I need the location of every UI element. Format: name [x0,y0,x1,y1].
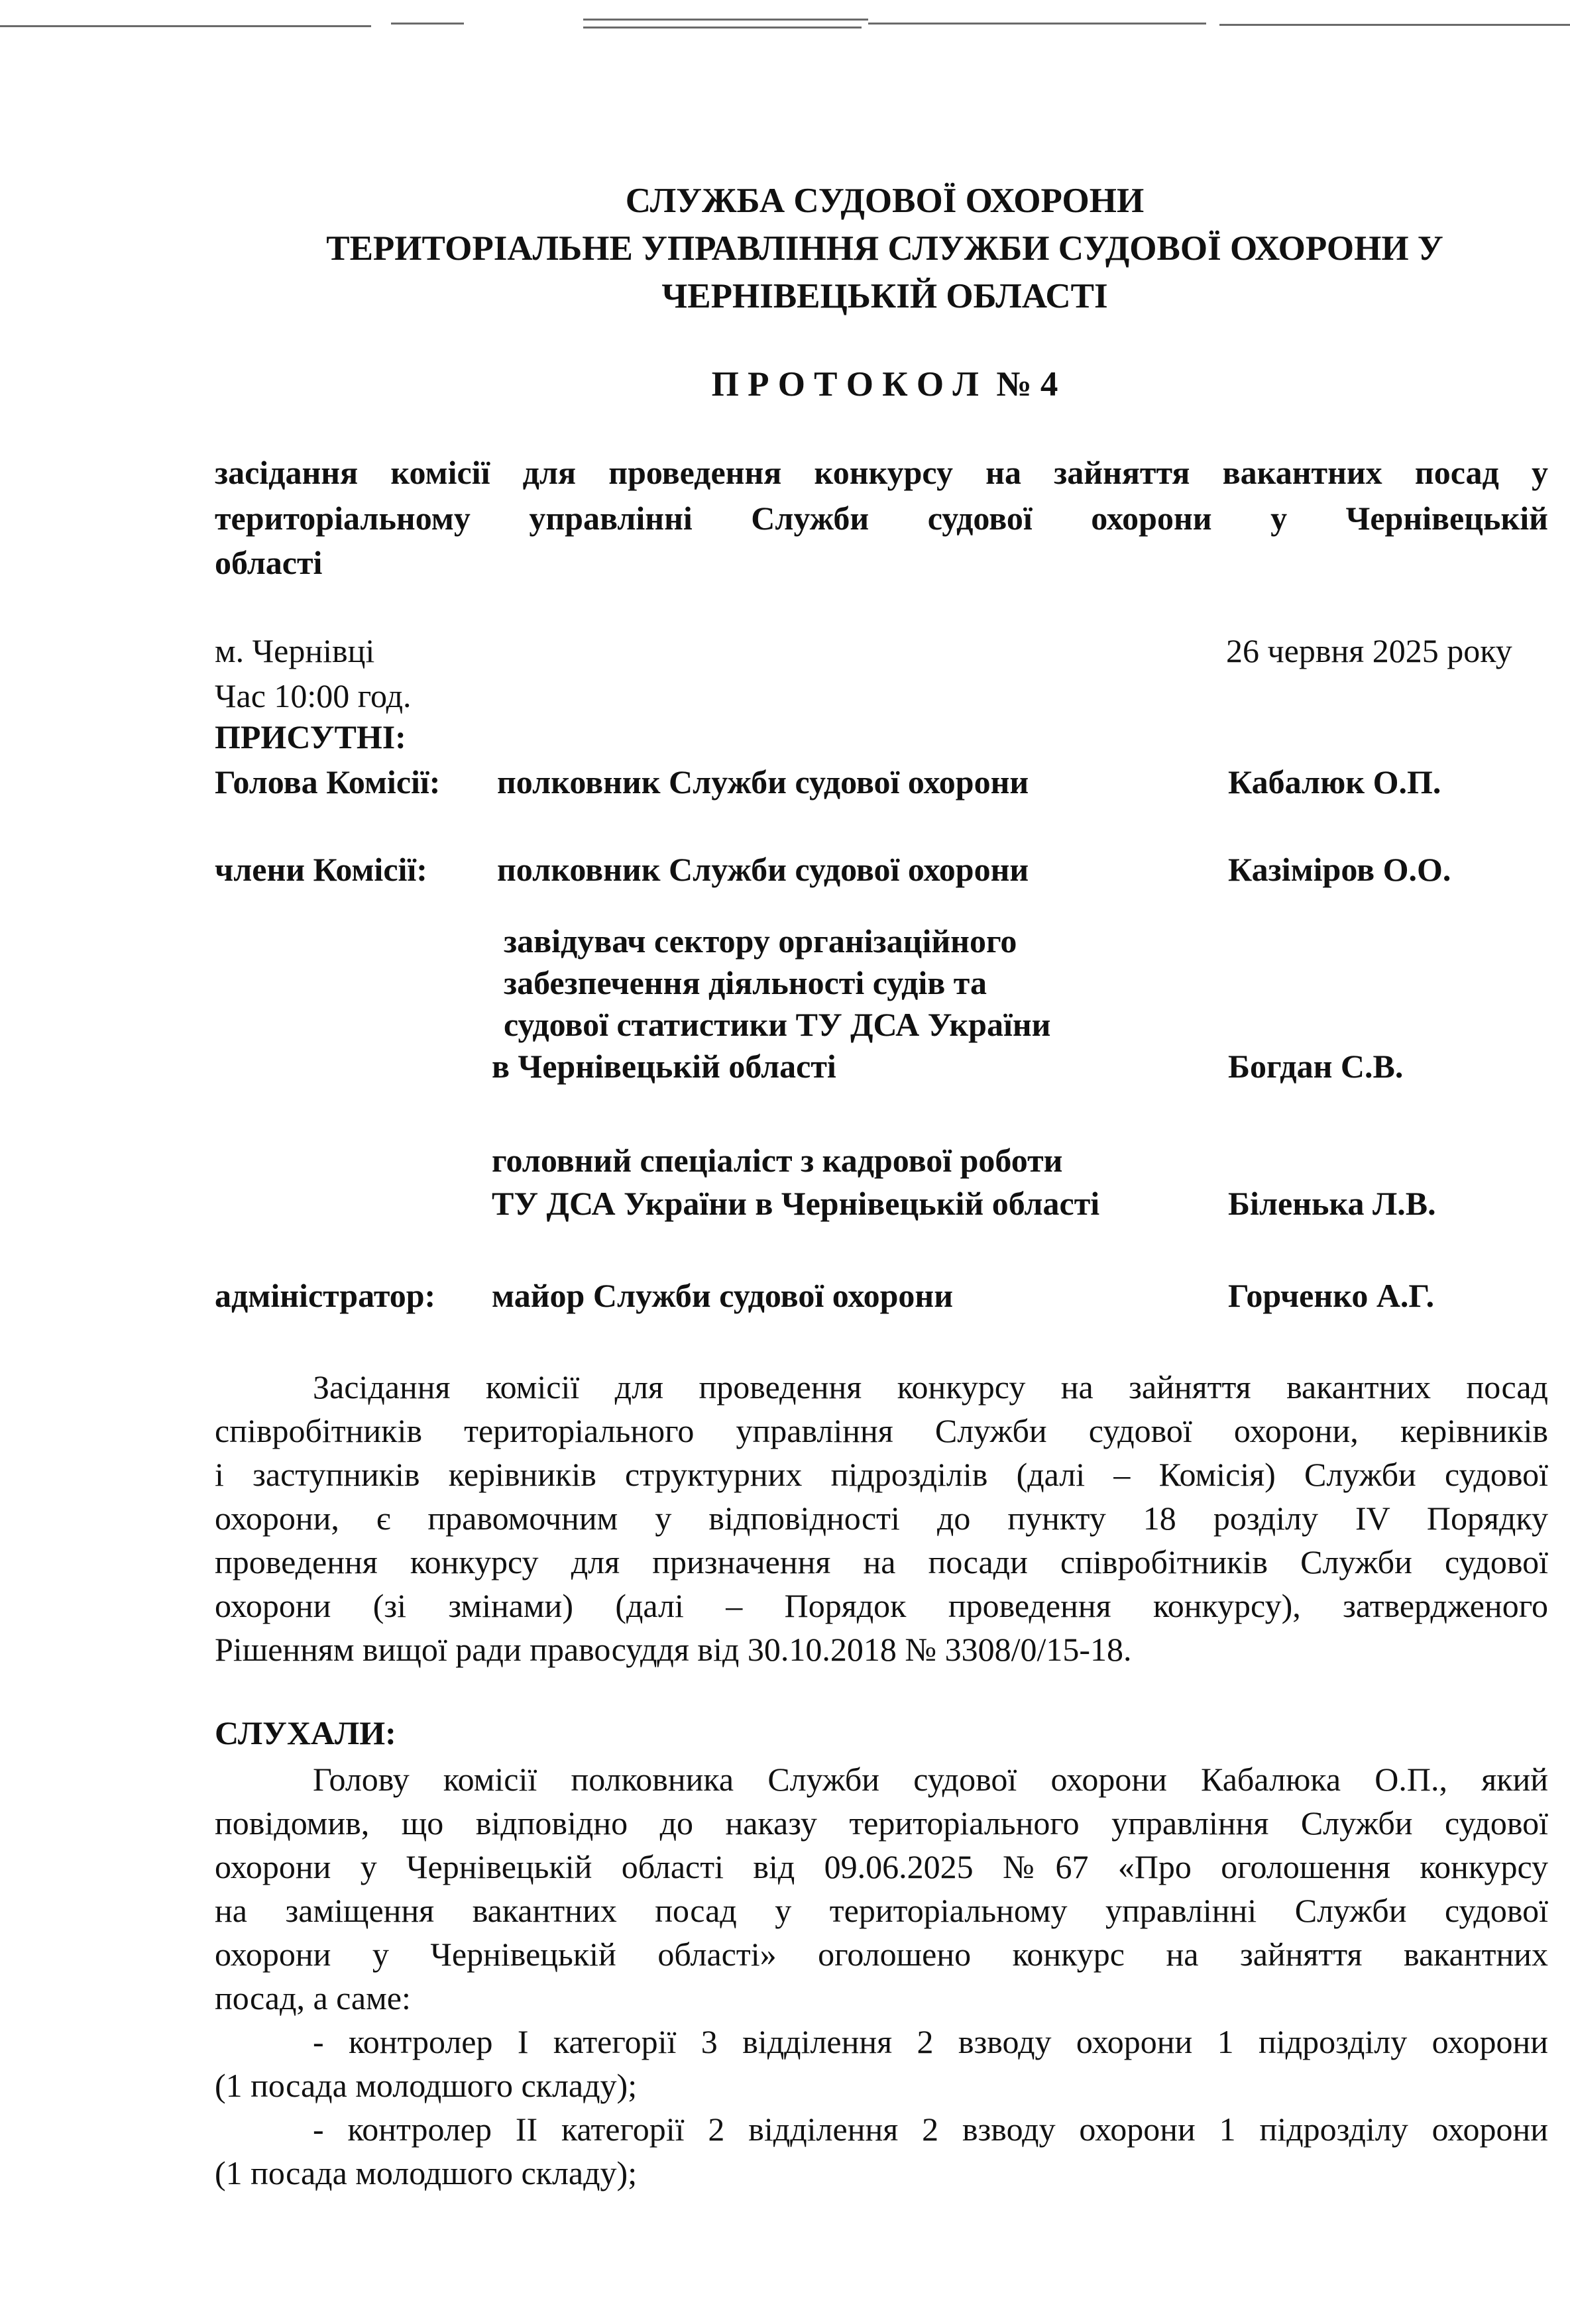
role-label: адміністратор: [215,1277,436,1314]
quorum-paragraph [215,1367,1548,1668]
paragraph-line: охорони у Чернівецькій області» оголошено конкурс на зайняття вакантних [215,1936,1548,1973]
paragraph-line: охорони (зі змінами) (далі – Порядок проведення конкурсу), затвердженого [215,1587,1548,1624]
role-label: Голова Комісії: [215,763,441,801]
paragraph-line: охорони, є правомочним у відповідності до пункту 18 розділу IV Порядку [215,1500,1548,1537]
position: майор Служби судової охорони [492,1277,953,1314]
vacancy-line: - контролер І категорії 3 відділення 2 взводу охорони 1 підрозділу охорони [313,2023,1548,2060]
subject-line: територіальному управлінні Служби судової охорони у Чернівецькій [215,500,1548,537]
position-line: забезпечення діяльності судів та [504,964,987,1001]
person-name: Казіміров О.О. [1228,851,1451,888]
position-line: судової статистики ТУ ДСА України [504,1006,1051,1043]
org-unit-line2: ЧЕРНІВЕЦЬКІЙ ОБЛАСТІ [661,277,1108,315]
paragraph-line: співробітників територіального управління Служби судової охорони, керівників [215,1412,1548,1449]
date: 26 червня 2025 року [1226,632,1512,669]
paragraph-line: і заступників керівників структурних підрозділів (далі – Комісія) Служби судової [215,1456,1548,1493]
paragraph-line: Голову комісії полковника Служби судової охорони Кабалюка О.П., який [313,1761,1548,1798]
subject-line: засідання комісії для проведення конкурсу на зайняття вакантних посад у [215,454,1548,491]
paragraph-line: охорони у Чернівецькій області від 09.06.2025 №67 «Про оголошення конкурсу [215,1848,1548,1885]
position-line: в Чернівецькій області [492,1048,836,1085]
vacancy-line: (1 посада молодшого складу); [215,2154,638,2191]
heard-paragraph [215,1759,1548,2303]
paragraph-line: Засідання комісії для проведення конкурсу на зайняття вакантних посад [313,1368,1548,1406]
position-line: ТУ ДСА України в Чернівецькій області [492,1185,1100,1222]
person-name: Кабалюк О.П. [1228,763,1441,801]
subject-line: області [215,544,323,581]
person-name: Біленька Л.В. [1228,1185,1436,1222]
protocol-title: П Р О Т О К О Л № 4 [711,365,1058,404]
paragraph-line: проведення конкурсу для призначення на посади співробітників Служби судової [215,1543,1548,1580]
paragraph-line: посад, а саме: [215,1979,411,2017]
position: полковник Служби судової охорони [497,851,1029,888]
paragraph-line: Рішенням вищої ради правосуддя від 30.10.2018 № 3308/0/15-18. [215,1631,1132,1668]
time: Час 10:00 год. [215,677,412,714]
heard-heading: СЛУХАЛИ: [215,1714,396,1751]
city: м. Чернівці [215,632,375,669]
position-line: головний спеціаліст з кадрової роботи [492,1142,1063,1179]
person-name: Горченко А.Г. [1228,1277,1435,1314]
position: полковник Служби судової охорони [497,763,1029,801]
role-label: члени Комісії: [215,851,427,888]
position-line: завідувач сектору організаційного [504,922,1017,960]
paragraph-line: на заміщення вакантних посад у територіальному управлінні Служби судової [215,1892,1548,1929]
attendees-heading: ПРИСУТНІ: [215,718,406,755]
org-name: СЛУЖБА СУДОВОЇ ОХОРОНИ [625,182,1145,220]
vacancy-line: (1 посада молодшого складу); [215,2067,638,2104]
person-name: Богдан С.В. [1228,1048,1404,1085]
paragraph-line: повідомив, що відповідно до наказу територіального управління Служби судової [215,1804,1548,1842]
vacancy-line: - контролер ІІ категорії 2 відділення 2 взводу охорони 1 підрозділу охорони [313,2111,1548,2148]
org-unit-line1: ТЕРИТОРІАЛЬНЕ УПРАВЛІННЯ СЛУЖБИ СУДОВОЇ ОХОРОНИ У [326,229,1443,268]
